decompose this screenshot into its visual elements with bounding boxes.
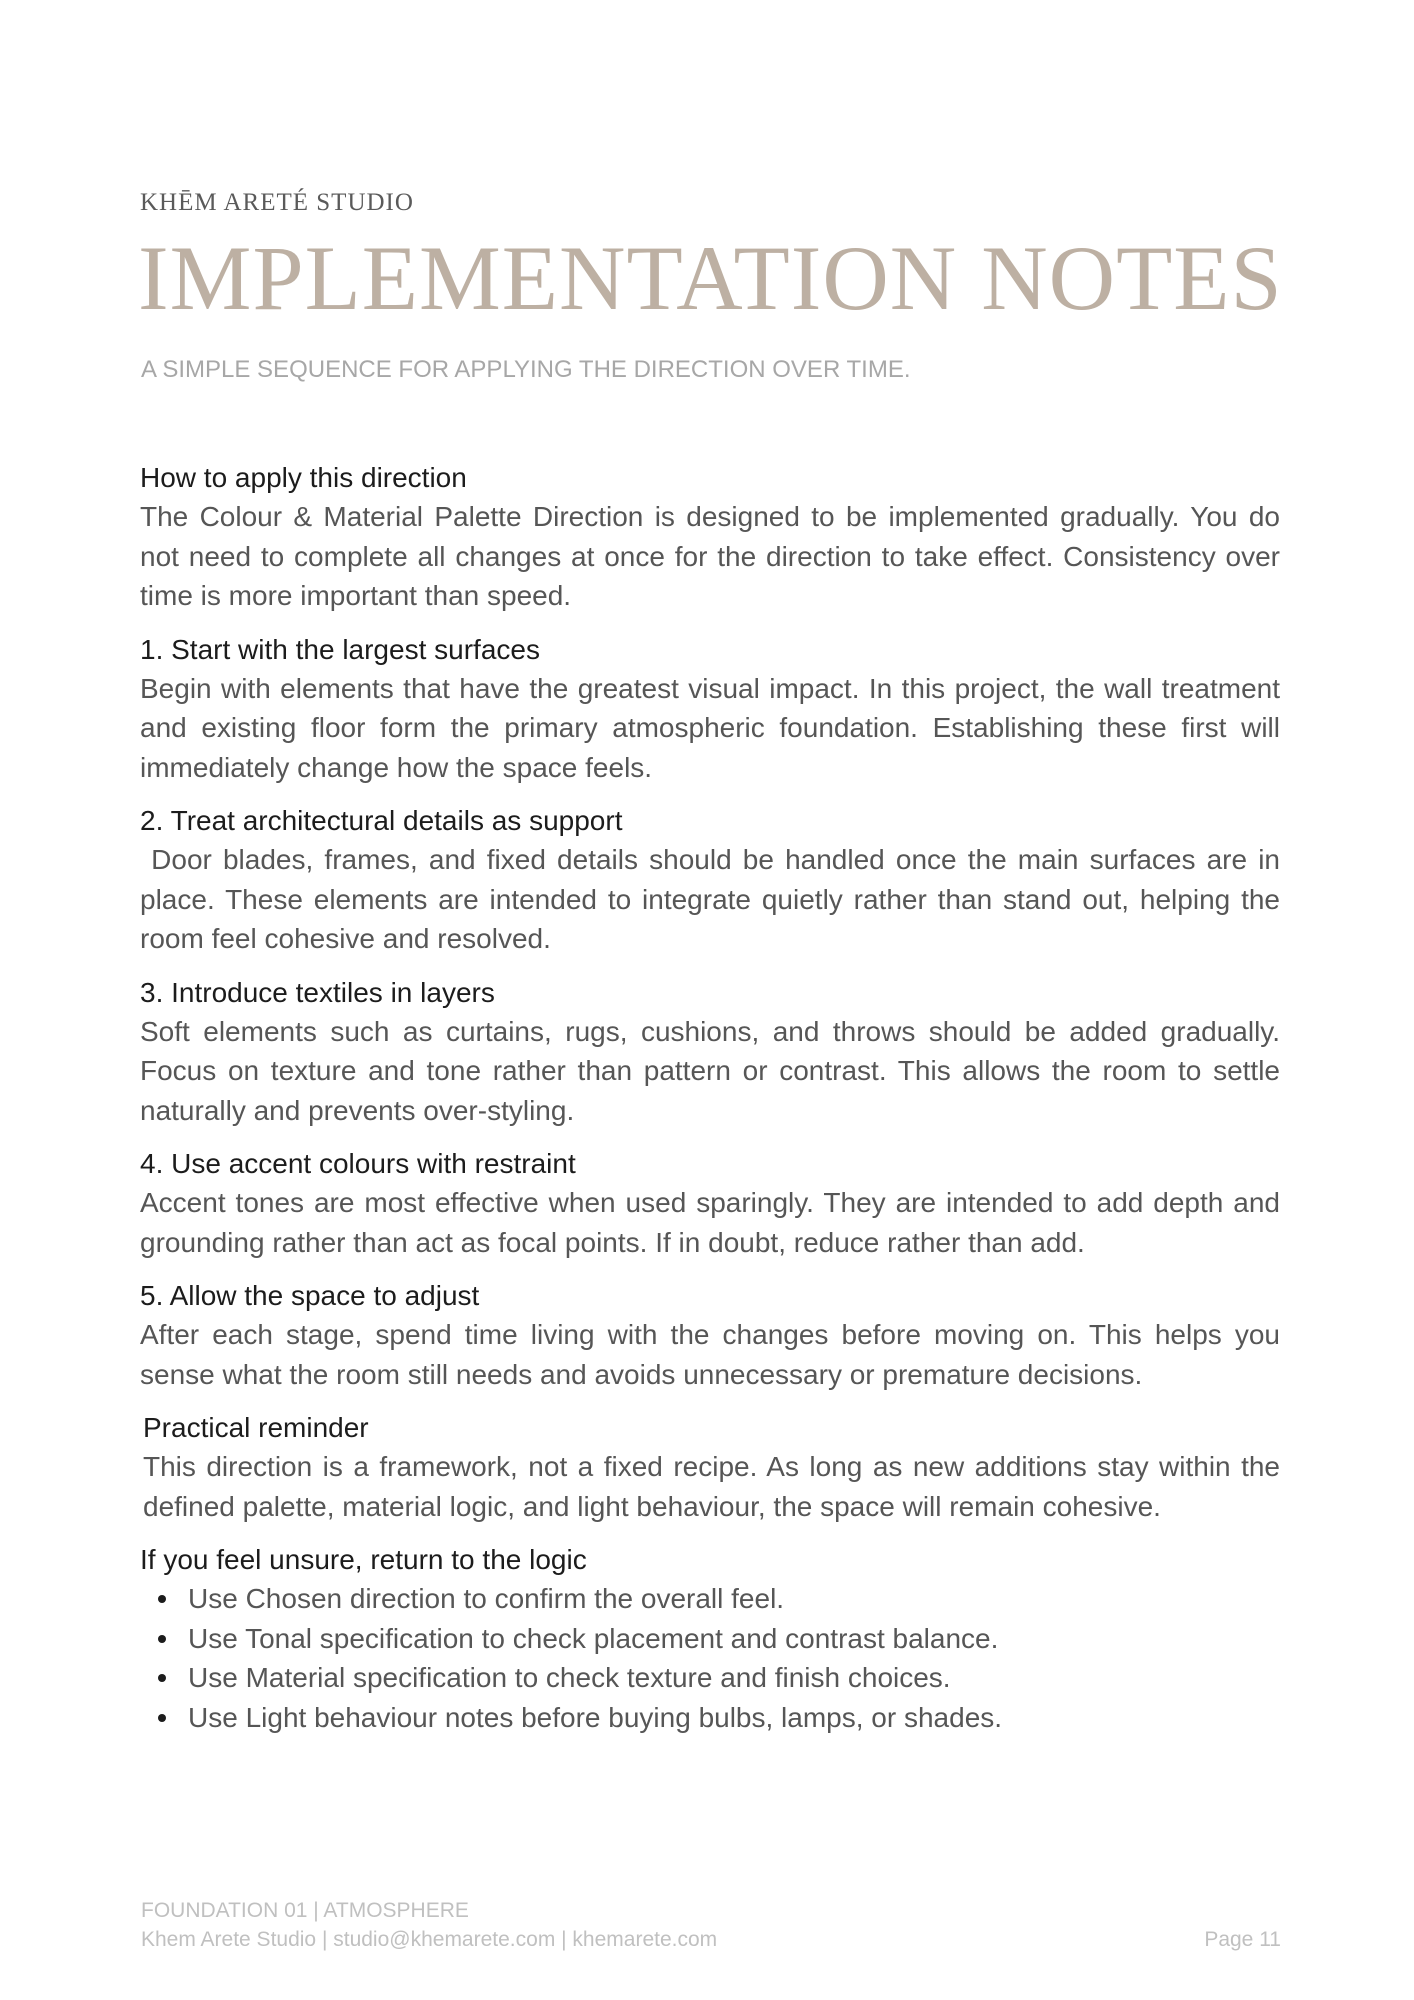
bullet-icon: [158, 1595, 166, 1603]
page-title: IMPLEMENTATION NOTES: [138, 227, 1283, 329]
section-practical-reminder: [140, 1408, 1280, 1526]
section-step-3: [140, 973, 1280, 1131]
section-how-to-apply: [140, 458, 1280, 616]
section-heading: If you feel unsure, return to the logic: [140, 1544, 587, 1575]
section-heading: How to apply this direction: [140, 462, 467, 493]
list-item: Use Chosen direction to confirm the overall feel.: [158, 1579, 1280, 1619]
section-heading: 5. Allow the space to adjust: [140, 1280, 480, 1311]
logic-list: [140, 1579, 1280, 1737]
page-subtitle: A SIMPLE SEQUENCE FOR APPLYING THE DIRECTION OVER TIME.: [141, 356, 911, 383]
section-heading: 2. Treat architectural details as support: [140, 805, 623, 836]
main-content: [140, 458, 1288, 1751]
section-step-1: [140, 630, 1280, 788]
section-heading: 3. Introduce textiles in layers: [140, 976, 495, 1008]
section-body: After each stage, spend time living with the changes before moving on. This helps you sense what the room still needs and avoids unnecessary or premature decisions.: [140, 1319, 1280, 1390]
section-body: The Colour & Material Palette Direction is designed to be implemented gradually. You do not need to complete all changes at once for the direction to take effect. Consistency over time is more important than speed.: [140, 501, 1280, 611]
footer-contact: Khem Arete Studio | studio@khemarete.com | khemarete.com: [141, 1928, 718, 1951]
bullet-icon: [158, 1674, 166, 1682]
section-heading: Practical reminder: [143, 1412, 369, 1443]
footer-foundation: FOUNDATION 01 | ATMOSPHERE: [141, 1899, 469, 1922]
section-logic: [140, 1540, 1280, 1737]
section-body: Soft elements such as curtains, rugs, cushions, and throws should be added gradually. Focus on texture and tone rather than pattern or contrast. This allows the room to settle naturally and prevents over-styling.: [140, 1015, 1280, 1126]
section-step-4: [140, 1144, 1280, 1262]
list-item: Use Tonal specification to check placement and contrast balance.: [158, 1619, 1280, 1659]
section-body: Door blades, frames, and fixed details should be handled once the main surfaces are in place. These elements are intended to integrate quietly rather than stand out, helping the room feel cohesive and resolved.: [140, 844, 1288, 954]
page-number: Page 11: [1204, 1928, 1281, 1951]
section-heading: 4. Use accent colours with restraint: [140, 1148, 576, 1179]
section-body: Accent tones are most effective when used sparingly. They are intended to add depth and grounding rather than act as focal points. If in doubt, reduce rather than add.: [140, 1187, 1280, 1258]
bullet-icon: [158, 1635, 166, 1643]
bullet-icon: [158, 1714, 166, 1722]
list-item: Use Light behaviour notes before buying bulbs, lamps, or shades.: [158, 1698, 1280, 1738]
section-step-2: [140, 801, 1288, 959]
section-step-5: [140, 1276, 1280, 1394]
page-footer: [141, 1896, 1281, 1954]
section-body: Begin with elements that have the greatest visual impact. In this project, the wall treatment and existing floor form the primary atmospheric foundation. Establishing these first will immediately change how the space feels.: [140, 672, 1280, 783]
section-heading: 1. Start with the largest surfaces: [140, 633, 540, 665]
section-body: This direction is a framework, not a fixed recipe. As long as new additions stay within the defined palette, material logic, and light behaviour, the space will remain cohesive.: [143, 1451, 1280, 1522]
studio-name: KHĒM ARETÉ STUDIO: [140, 189, 414, 216]
list-item: Use Material specification to check texture and finish choices.: [158, 1658, 1280, 1698]
